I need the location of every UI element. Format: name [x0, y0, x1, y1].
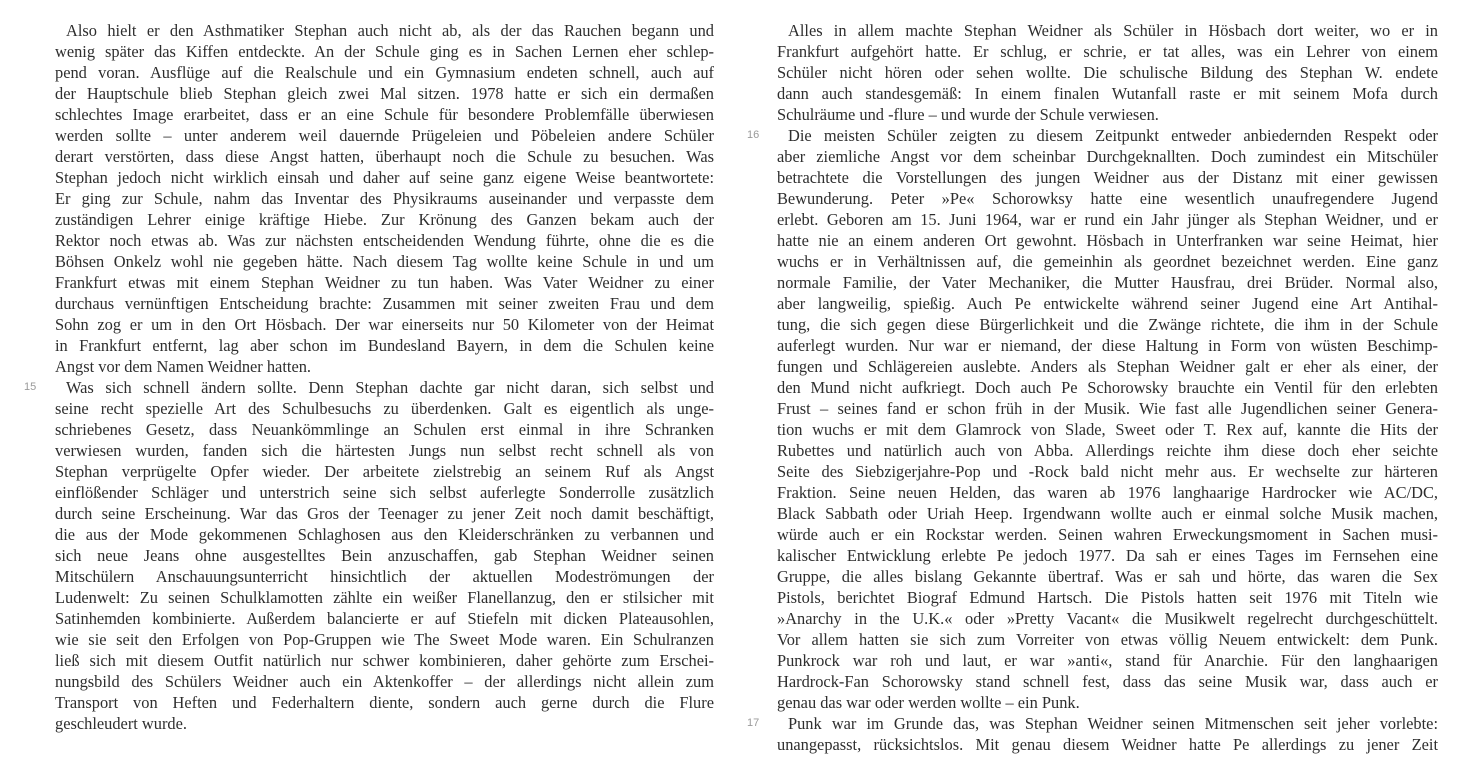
left-page [24, 20, 714, 734]
text-line: Böhsen Onkelz wohl nie gegeben hätte. Nach diesem Tag wollte keine Schule in und um [55, 252, 714, 271]
text-line: Was sich schnell ändern sollte. Denn Stephan dachte gar nicht daran, sich selbst und [66, 378, 714, 397]
text-line: Frust – seines fand er schon früh in der Musik. Wie fast alle Jugendlichen seiner Genera- [777, 399, 1438, 418]
text-line: nungsbild des Schülers Weidner auch ein Aktenkoffer – der allerdings nicht allein zum [55, 672, 714, 691]
text-line: geschleudert wurde. [55, 714, 187, 733]
text-line: Sohn zog er um in den Ort Hösbach. Der war einerseits nur 50 Kilometer von der Heimat [55, 315, 714, 334]
text-line: wie sie seit den Erfolgen von Pop-Gruppen wie The Sweet Mode waren. Ein Schulranzen [55, 630, 714, 649]
text-line: Er ging zur Schule, nahm das Inventar des Physikraums auseinander und verpasste dem [55, 189, 714, 208]
text-line: Bewunderung. Peter »Pe« Schorowksy hatte eine wesentlich unaufregendere Jugend [777, 189, 1438, 208]
text-line: Rubettes und natürlich auch von Abba. Allerdings reichte ihm diese doch eher seichte [777, 441, 1438, 460]
text-line: pend voran. Ausflüge auf die Realschule und ein Gymnasium endeten schnell, auch auf [55, 63, 714, 82]
text-line: schlechtes Image erarbeitet, dass er an eine Schule für besondere Problemfälle überwiesen [55, 105, 714, 124]
text-line: betrachtete die Vorstellungen des jungen Weidner aus der Distanz mit einer gewissen [777, 168, 1438, 187]
text-line: Hardrock-Fan Schorowsky stand schnell fest, dass das seine Musik war, dass auch er [777, 672, 1438, 691]
text-line: den Mund nicht aufkriegt. Doch auch Pe Schorowsky brauchte ein Ventil für den erlebten [777, 378, 1438, 397]
text-line: Schulräume und -flure – und wurde der Schule verwiesen. [777, 105, 1159, 124]
text-line: Stephan jedoch nicht wirklich einsah und daher auf seine ganz eigene Weise beantwortete: [55, 168, 714, 187]
text-line: Transport von Heften und Federhaltern diente, sondern auch gerne durch die Flure [55, 693, 714, 712]
text-line: der Hauptschule blieb Stephan gleich zwei Mal sitzen. 1978 hatte er sich ein dermaßen [55, 84, 714, 103]
text-line: werden sollte – unter anderem weil dauernde Prügeleien und Pöbeleien andere Schüler [55, 126, 714, 145]
text-line: seine recht spezielle Art des Schulbesuchs zu überdenken. Galt es eigentlich als unge- [55, 399, 714, 418]
text-line: die aus der Mode gekommenen Schlaghosen aus den Kleiderschränken zu verbannen und [55, 525, 714, 544]
text-line: Seite des Siebzigerjahre-Pop und -Rock bald nicht mehr aus. Er wechselte zur härteren [777, 462, 1438, 481]
paragraph [55, 20, 714, 377]
text-line: Satinhemden kombinierte. Außerdem balancierte er auf Stiefeln mit dicken Plateausohlen, [55, 609, 714, 628]
right-page [747, 20, 1438, 755]
paragraph [24, 377, 714, 734]
text-line: würde auch er ein Rockstar werden. Seinen wahren Erweckungsmoment in Sachen musi- [777, 525, 1438, 544]
text-line: Fraktion. Seine neuen Helden, das waren ab 1976 langhaarige Hardrocker wie AC/DC, [777, 483, 1438, 502]
text-line: zuständigen Lehrer einige kräftige Hiebe. Zur Krönung des Ganzen bekam auch der [55, 210, 714, 229]
text-line: genau das war oder werden wollte – ein Punk. [777, 693, 1080, 712]
text-line: Frankfurt etwas mit einem Stephan Weidner zu tun haben. Was Vater Weidner zu einer [55, 273, 714, 292]
text-line: Ludenwelt: Zu seinen Schulklamotten zählte ein weißer Flanellanzug, den er stilsicher mit [55, 588, 714, 607]
text-line: auferlegt wurden. Nur war er niemand, der diese Haltung in Form von wüsten Beschimp- [777, 336, 1438, 355]
text-line: durchaus vernünftigen Entscheidung brachte: Zusammen mit seiner zweiten Frau und dem [55, 294, 714, 313]
text-line: einflößender Schläger und unterstrich seine sich selbst auferlegte Sonderrolle zusätzlich [55, 483, 714, 502]
text-line: Angst vor dem Namen Weidner hatten. [55, 357, 312, 376]
text-line: aber ziemliche Angst vor dem scheinbar Durchgeknallten. Doch zumindest ein Mitschüler [777, 147, 1438, 166]
paragraph [777, 20, 1438, 125]
text-line: dann auch standesgemäß: In einem finalen Wutanfall raste er mit seinem Mofa durch [777, 84, 1438, 103]
text-line: Frankfurt aufgehört hatte. Er schlug, er schrie, er tat alles, was ein Lehrer von einem [777, 42, 1438, 61]
text-line: Punk war im Grunde das, was Stephan Weidner seinen Mitmenschen seit jeher vorlebte: [788, 714, 1438, 733]
text-line: fungen und Schlägereien auslebte. Anders als Stephan Weidner galt er eher als einer, der [777, 357, 1438, 376]
text-line: Black Sabbath oder Uriah Heep. Irgendwann wollte auch er einmal solche Musik machen, [777, 504, 1438, 523]
text-line: tung, die sich gegen diese Bürgerlichkeit und die Zwänge richtete, die ihm in der Schule [777, 315, 1438, 334]
margin-number: 15 [24, 381, 37, 393]
text-line: Die meisten Schüler zeigten zu diesem Zeitpunkt entweder anbiedernden Respekt oder [788, 126, 1438, 145]
text-line: wuchs er in Verhältnissen auf, die gemeinhin als geordnet bezeichnet werden. Eine ganz [777, 252, 1438, 271]
text-line: kalischer Entwicklung erlebte Pe jedoch 1977. Da sah er eines Tages im Fernsehen eine [777, 546, 1438, 565]
text-line: normale Familie, der Vater Mechaniker, die Mutter Hausfrau, drei Brüder. Normal also, [777, 273, 1438, 292]
text-line: Pistols, berichtet Biograf Edmund Hartsch. Die Pistols hatten seit 1976 mit Titeln wie [777, 588, 1438, 607]
text-line: unangepasst, rücksichtslos. Mit genau diesem Weidner hatte Pe allerdings zu jener Zeit [777, 735, 1438, 754]
text-line: erlebt. Geboren am 15. Juni 1964, war er rund ein Jahr jünger als Stephan Weidner, und er [777, 210, 1438, 229]
text-line: Stephan verprügelte Opfer wieder. Der arbeitete zielstrebig an seinem Ruf als Angst [55, 462, 714, 481]
text-line: Schüler nicht hören oder sehen wollte. Die schulische Bildung des Stephan W. endete [777, 63, 1438, 82]
text-line: Also hielt er den Asthmatiker Stephan auch nicht ab, als der das Rauchen begann und [66, 21, 714, 40]
text-line: Punkrock war roh und laut, er war »anti«, stand für Anarchie. Für den langhaarigen [777, 651, 1438, 670]
text-line: verwiesen wurden, fanden sich die härtesten Jungs nun selbst recht schnell als von [55, 441, 714, 460]
text-line: wenig später das Kiffen entdeckte. An der Schule ging es in Sachen Lernen eher schlep- [55, 42, 714, 61]
text-line: hatte nie an einem anderen Ort gewohnt. Hösbach in Unterfranken war seine Heimat, hier [777, 231, 1438, 250]
text-line: derart verstörten, dass diese Angst hatten, überhaupt noch die Schule zu besuchen. Was [55, 147, 714, 166]
text-line: sich neue Jeans ohne ausgestelltes Bein anzuschaffen, gab Stephan Weidner seinen [55, 546, 714, 565]
text-line: Vor allem hatten sie sich zum Vorreiter von etwas völlig Neuem entwickelt: dem Punk. [777, 630, 1438, 649]
paragraph [747, 713, 1438, 755]
text-line: aber langweilig, spießig. Auch Pe entwickelte während seiner Jugend eine Art Antihal- [777, 294, 1438, 313]
text-line: tion wuchs er mit dem Glamrock von Slade, Sweet oder T. Rex auf, kannte die Hits der [777, 420, 1438, 439]
paragraph [747, 125, 1438, 713]
margin-number: 16 [747, 129, 760, 141]
margin-number: 17 [747, 717, 760, 729]
text-line: schriebenes Gesetz, dass Neuankömmlinge an Schulen erst einmal in ihre Schranken [55, 420, 714, 439]
text-line: »Anarchy in the U.K.« oder »Pretty Vacant« die Musikwelt regelrecht durchgeschüttelt. [777, 609, 1438, 628]
text-line: in Frankfurt entfernt, lag aber schon im Bundesland Bayern, in dem die Schulen keine [55, 336, 714, 355]
text-line: Mitschülern Anschauungsunterricht hinsichtlich der aktuellen Modeströmungen der [55, 567, 714, 586]
text-line: durch seine Erscheinung. War das Gros der Teenager zu jener Zeit noch damit beschäftigt, [55, 504, 714, 523]
text-line: ließ sich mit diesem Outfit natürlich nur schwer kombinieren, daher gehörte zum Erschei- [55, 651, 714, 670]
text-line: Alles in allem machte Stephan Weidner als Schüler in Hösbach dort weiter, wo er in [788, 21, 1438, 40]
text-line: Rektor noch etwas ab. Was zur nächsten entscheidenden Wendung führte, ohne die es die [55, 231, 714, 250]
text-line: Gruppe, die alles bislang Gekannte übertraf. Was er sah und hörte, das waren die Sex [777, 567, 1438, 586]
